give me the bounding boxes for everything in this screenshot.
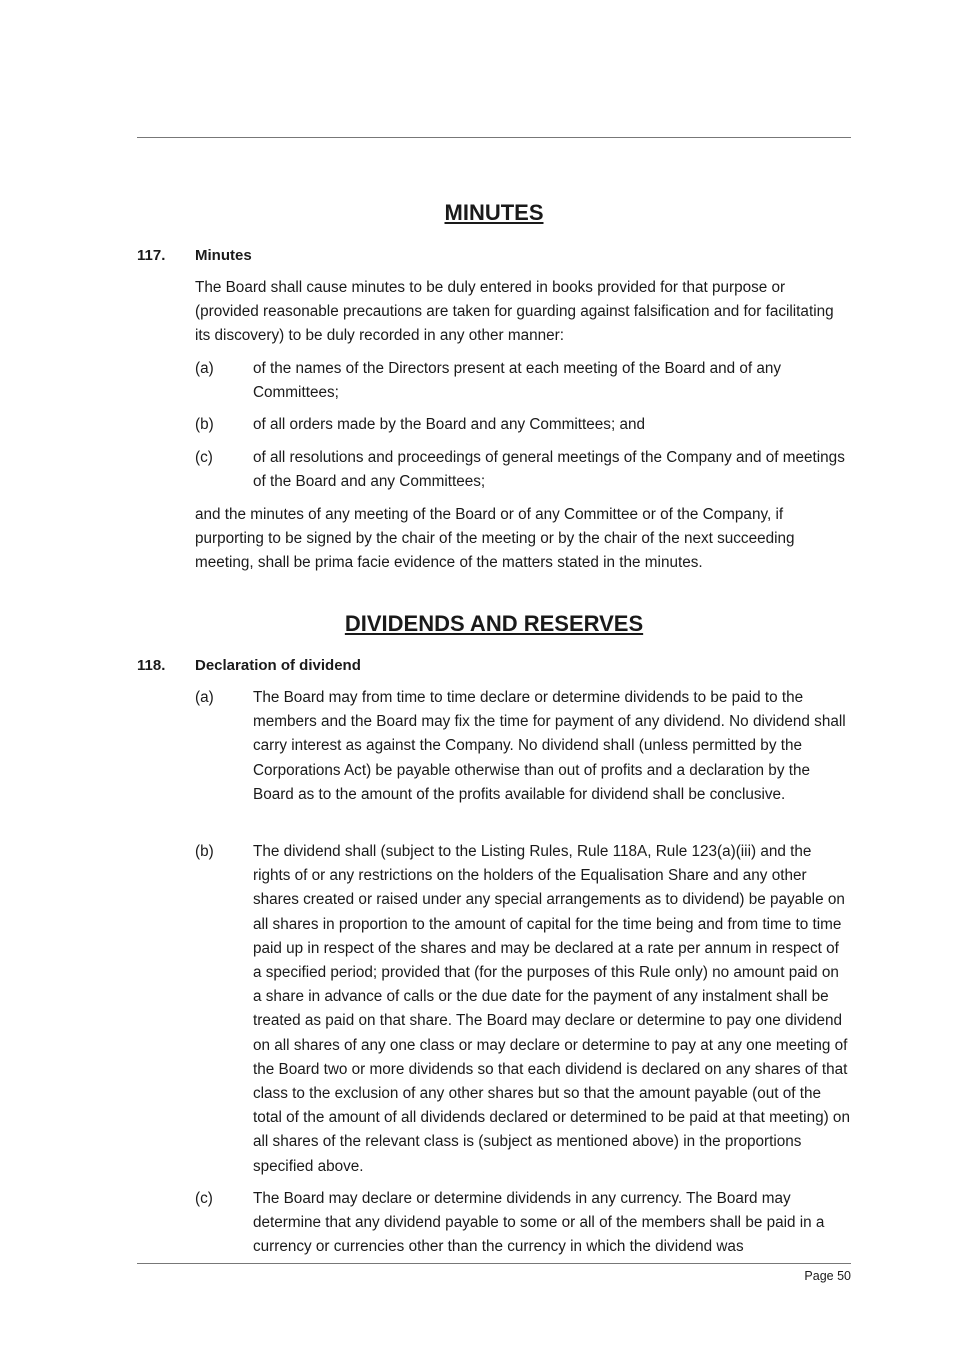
section-heading-dividends: DIVIDENDS AND RESERVES bbox=[344, 611, 644, 636]
rule-117-item-a-text: of the names of the Directors present at each meeting of the Board and of any Committees; bbox=[253, 360, 782, 402]
rule-118-number: 118. bbox=[137, 657, 166, 674]
footer-rule bbox=[137, 1263, 851, 1264]
section-heading-minutes: MINUTES bbox=[444, 200, 544, 225]
rule-118-title: Declaration of dividend bbox=[195, 657, 361, 674]
rule-118-item-b-label: (b) bbox=[195, 843, 214, 860]
rule-117-title: Minutes bbox=[195, 247, 252, 264]
rule-117-item-c-text: of all resolutions and proceedings of general meetings of the Company and of meetings of the Board and any Committees; bbox=[253, 449, 845, 491]
page-number: Page 50 bbox=[804, 1269, 851, 1283]
rule-117-number: 117. bbox=[137, 247, 166, 264]
rule-117-item-a-label: (a) bbox=[195, 360, 214, 377]
rule-117-item-c-label: (c) bbox=[195, 449, 213, 466]
rule-118-item-b-text: The dividend shall (subject to the Listing Rules, Rule 118A, Rule 123(a)(iii) and the rights of or any restrictions on the holders of the Equalisation Share and any other shares created or raised under any special arrangements as to dividend) be payable on all shares in proportion to the amount of capital for the time being and from time to time paid up in respect of the shares and may be declared at a rate per annum in respect of a specified period; provided that (for the purposes of this Rule only) no amount paid on a share in advance of calls or the due date for the payment of any instalment shall be treated as paid on that share. The Board may declare or determine to pay one dividend on all shares of any one class or may declare or determine to pay at any one meeting of the Board two or more dividends so that each dividend is declared on any shares of that class to the exclusion of any other shares but so that the amount payable (out of the total of the amount of all dividends declared or determined to be paid at that meeting) on all shares of the relevant class is (subject as mentioned above) in the proportions specified above. bbox=[253, 843, 850, 1175]
rule-118-item-a-text: The Board may from time to time declare or determine dividends to be paid to the members and the Board may fix the time for payment of any dividend. No dividend shall carry interest as against the Company. No dividend shall (unless permitted by the Corporations Act) be payable otherwise than out of profits and a declaration by the Board as to the amount of the profits available for dividend shall be conclusive. bbox=[253, 689, 846, 803]
header-rule bbox=[137, 137, 851, 138]
rule-118-item-c-text: The Board may declare or determine dividends in any currency. The Board may determine that any dividend payable to some or all of the members shall be paid in a currency or currencies other than the currency in which the dividend was bbox=[253, 1190, 825, 1256]
rule-117-intro: The Board shall cause minutes to be duly entered in books provided for that purpose or (provided reasonable precautions are taken for guarding against falsification and for facilitating its discovery) to be duly recorded in any other manner: bbox=[195, 279, 834, 345]
rule-117-item-b-label: (b) bbox=[195, 416, 214, 433]
rule-118-item-c-label: (c) bbox=[195, 1190, 213, 1207]
rule-117-closing: and the minutes of any meeting of the Board or of any Committee or of the Company, if purporting to be signed by the chair of the meeting or by the chair of the next succeeding meeting, shall be prima facie evidence of the matters stated in the minutes. bbox=[195, 506, 795, 572]
rule-117-item-b-text: of all orders made by the Board and any Committees; and bbox=[253, 416, 645, 433]
rule-118-item-a-label: (a) bbox=[195, 689, 214, 706]
